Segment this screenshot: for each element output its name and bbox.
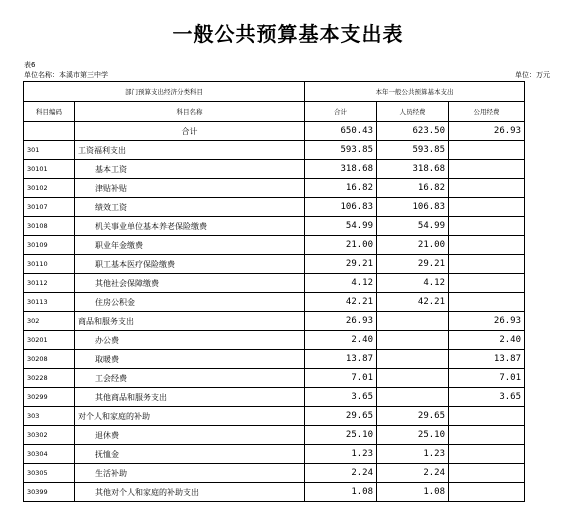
row-total: 318.68 [305,160,377,179]
row-personnel: 29.21 [377,255,449,274]
table-row [24,236,525,255]
row-public [449,464,525,483]
row-code: 30302 [24,426,75,445]
row-code: 30304 [24,445,75,464]
row-public [449,160,525,179]
row-name: 职工基本医疗保险缴费 [75,255,305,274]
total-total: 650.43 [305,122,377,141]
row-personnel: 25.10 [377,426,449,445]
table-row [24,160,525,179]
row-total: 106.83 [305,198,377,217]
row-public: 26.93 [449,312,525,331]
row-personnel: 21.00 [377,236,449,255]
row-total: 42.21 [305,293,377,312]
row-public [449,407,525,426]
row-name: 对个人和家庭的补助 [75,407,305,426]
row-public [449,217,525,236]
row-name: 工资福利支出 [75,141,305,160]
row-code: 30113 [24,293,75,312]
row-total: 593.85 [305,141,377,160]
row-public [449,255,525,274]
row-total: 4.12 [305,274,377,293]
table-row [24,483,525,502]
table-row [24,388,525,407]
row-name: 工会经费 [75,369,305,388]
row-public [449,426,525,445]
row-code: 30109 [24,236,75,255]
row-personnel: 16.82 [377,179,449,198]
table-row [24,350,525,369]
unit-name: 单位名称：本溪市第三中学 [24,71,108,79]
header-left-group: 部门预算支出经济分类科目 [24,82,305,102]
row-personnel: 42.21 [377,293,449,312]
row-code: 30201 [24,331,75,350]
header-public: 公用经费 [449,102,525,122]
row-code: 30399 [24,483,75,502]
row-name: 其他商品和服务支出 [75,388,305,407]
row-total: 1.23 [305,445,377,464]
row-total: 29.65 [305,407,377,426]
row-code: 30299 [24,388,75,407]
row-name: 机关事业单位基本养老保险缴费 [75,217,305,236]
row-personnel [377,331,449,350]
row-code: 30101 [24,160,75,179]
row-personnel: 1.08 [377,483,449,502]
row-total: 54.99 [305,217,377,236]
row-name: 津贴补贴 [75,179,305,198]
row-name: 取暖费 [75,350,305,369]
table-row [24,369,525,388]
row-personnel: 593.85 [377,141,449,160]
row-total: 2.24 [305,464,377,483]
header-code: 科目编码 [24,102,75,122]
row-total: 1.08 [305,483,377,502]
row-code: 301 [24,141,75,160]
table-row [24,426,525,445]
row-name: 其他社会保障缴费 [75,274,305,293]
row-personnel: 4.12 [377,274,449,293]
table-row [24,217,525,236]
row-total: 16.82 [305,179,377,198]
table-row [24,141,525,160]
header-group-row [24,82,525,102]
row-public [449,274,525,293]
table-row [24,407,525,426]
page-title: 一般公共预算基本支出表 [172,22,404,46]
row-code: 30102 [24,179,75,198]
total-label: 合计 [75,122,305,141]
row-total: 13.87 [305,350,377,369]
row-personnel: 29.65 [377,407,449,426]
row-name: 住房公积金 [75,293,305,312]
table-row [24,293,525,312]
row-total: 25.10 [305,426,377,445]
table-row [24,255,525,274]
table-row [24,464,525,483]
row-total: 26.93 [305,312,377,331]
header-right-group: 本年一般公共预算基本支出 [305,82,525,102]
table-row [24,179,525,198]
row-public: 7.01 [449,369,525,388]
row-code: 30305 [24,464,75,483]
row-name: 抚恤金 [75,445,305,464]
total-code-cell [24,122,75,141]
row-personnel [377,388,449,407]
table-row [24,274,525,293]
row-name: 基本工资 [75,160,305,179]
table-row [24,445,525,464]
row-total: 21.00 [305,236,377,255]
row-public: 2.40 [449,331,525,350]
table-number: 表6 [24,61,36,69]
row-personnel: 54.99 [377,217,449,236]
row-public [449,293,525,312]
row-personnel: 1.23 [377,445,449,464]
row-name: 商品和服务支出 [75,312,305,331]
row-personnel: 2.24 [377,464,449,483]
row-code: 30228 [24,369,75,388]
row-public [449,141,525,160]
row-total: 3.65 [305,388,377,407]
row-public [449,445,525,464]
row-public: 3.65 [449,388,525,407]
row-code: 302 [24,312,75,331]
row-name: 绩效工资 [75,198,305,217]
row-total: 29.21 [305,255,377,274]
row-code: 30108 [24,217,75,236]
row-code: 30110 [24,255,75,274]
total-public: 26.93 [449,122,525,141]
total-personnel: 623.50 [377,122,449,141]
row-public [449,179,525,198]
row-code: 303 [24,407,75,426]
row-public: 13.87 [449,350,525,369]
row-code: 30107 [24,198,75,217]
row-public [449,483,525,502]
header-personnel: 人员经费 [377,102,449,122]
header-column-row [24,102,525,122]
table-row [24,198,525,217]
unit-label: 单位：万元 [515,71,550,79]
row-total: 2.40 [305,331,377,350]
row-personnel [377,369,449,388]
row-public [449,236,525,255]
row-code: 30208 [24,350,75,369]
table-row [24,312,525,331]
row-name: 职业年金缴费 [75,236,305,255]
table-row [24,331,525,350]
row-code: 30112 [24,274,75,293]
header-name: 科目名称 [75,102,305,122]
row-name: 生活补助 [75,464,305,483]
row-name: 退休费 [75,426,305,445]
row-total: 7.01 [305,369,377,388]
row-personnel: 318.68 [377,160,449,179]
header-total: 合计 [305,102,377,122]
row-personnel [377,350,449,369]
row-name: 办公费 [75,331,305,350]
budget-table [23,81,525,502]
row-public [449,198,525,217]
row-name: 其他对个人和家庭的补助支出 [75,483,305,502]
total-row [24,122,525,141]
row-personnel [377,312,449,331]
row-personnel: 106.83 [377,198,449,217]
